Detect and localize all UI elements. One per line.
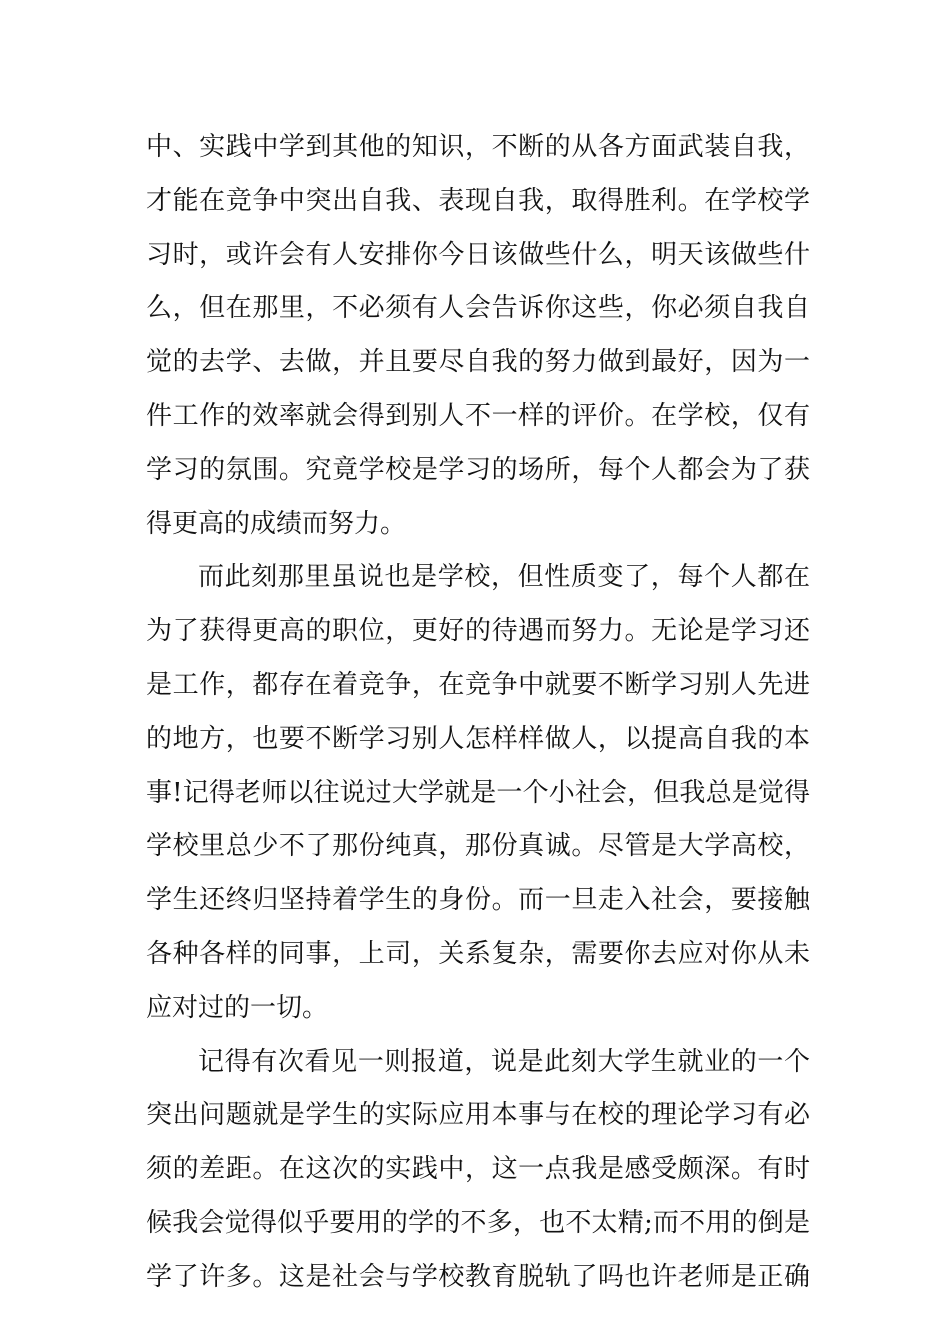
- text-line: 学校里总少不了那份纯真，那份真诚。尽管是大学高校，: [146, 831, 810, 862]
- text-line: 得更高的成绩而努力。: [146, 508, 407, 539]
- text-line: 么，但在那里，不必须有人会告诉你这些，你必须自我自: [146, 293, 810, 324]
- text-line: 候我会觉得似乎要用的学的不多，也不太精;而不用的倒是: [146, 1207, 810, 1238]
- text-line: 学了许多。这是社会与学校教育脱轨了吗也许老师是正确: [146, 1261, 810, 1292]
- text-line: 应对过的一切。: [146, 992, 329, 1023]
- text-line: 学生还终归坚持着学生的身份。而一旦走入社会，要接触: [146, 885, 810, 916]
- text-line: 记得有次看见一则报道，说是此刻大学生就业的一个: [198, 1046, 810, 1077]
- text-line: 是工作，都存在着竞争，在竞争中就要不断学习别人先进: [146, 669, 810, 700]
- text-line: 才能在竞争中突出自我、表现自我，取得胜利。在学校学: [146, 185, 810, 216]
- text-line: 各种各样的同事，上司，关系复杂，需要你去应对你从未: [146, 938, 810, 969]
- text-line: 事!记得老师以往说过大学就是一个小社会，但我总是觉得: [146, 777, 810, 808]
- text-line: 中、实践中学到其他的知识，不断的从各方面武装自我，: [146, 132, 810, 162]
- text-line: 须的差距。在这次的实践中，这一点我是感受颇深。有时: [146, 1154, 810, 1185]
- text-line: 为了获得更高的职位，更好的待遇而努力。无论是学习还: [146, 616, 810, 647]
- text-line: 的地方，也要不断学习别人怎样样做人，以提高自我的本: [146, 723, 810, 754]
- text-line: 习时，或许会有人安排你今日该做些什么，明天该做些什: [146, 239, 810, 270]
- text-line: 而此刻那里虽说也是学校，但性质变了，每个人都在: [198, 562, 810, 593]
- body-text: [146, 121, 810, 1305]
- text-line: 件工作的效率就会得到别人不一样的评价。在学校，仅有: [146, 400, 810, 431]
- text-line: 学习的氛围。究竟学校是学习的场所，每个人都会为了获: [146, 454, 810, 485]
- text-line: 突出问题就是学生的实际应用本事与在校的理论学习有必: [146, 1100, 810, 1131]
- text-line: 觉的去学、去做，并且要尽自我的努力做到最好，因为一: [146, 347, 810, 378]
